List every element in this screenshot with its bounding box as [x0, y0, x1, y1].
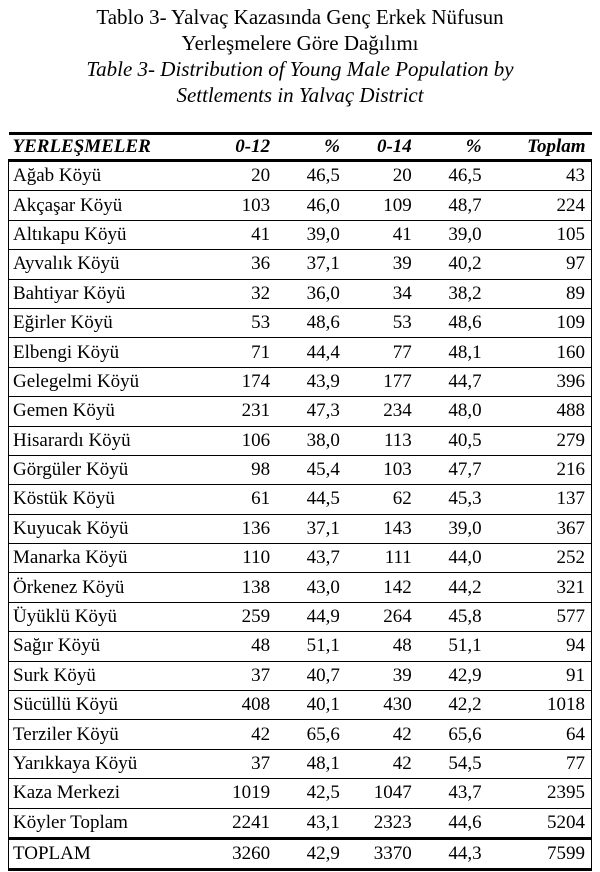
settlement-name: Bahtiyar Köyü: [9, 279, 215, 308]
total-count: 160: [488, 338, 592, 367]
percent-0-14: 54,5: [418, 749, 488, 778]
table-row: [9, 691, 592, 720]
count-0-12: 37: [214, 749, 276, 778]
header-age-0-14: 0-14: [346, 134, 418, 161]
percent-0-14: 38,2: [418, 279, 488, 308]
table-row: [9, 602, 592, 631]
count-0-14: 62: [346, 485, 418, 514]
count-0-12: 1019: [214, 779, 276, 808]
settlement-name: Ağab Köyü: [9, 161, 215, 191]
count-0-12: 61: [214, 485, 276, 514]
settlement-name: Manarka Köyü: [9, 544, 215, 573]
table-caption: [0, 0, 600, 108]
percent-0-12: 37,1: [276, 514, 346, 543]
total-count: 43: [488, 161, 592, 191]
count-0-12: 32: [214, 279, 276, 308]
percent-0-12: 51,1: [276, 632, 346, 661]
total-count-0-12: 3260: [214, 838, 276, 869]
table-row: [9, 426, 592, 455]
total-percent-0-14: 44,3: [418, 838, 488, 869]
count-0-12: 37: [214, 661, 276, 690]
percent-0-14: 43,7: [418, 779, 488, 808]
percent-0-12: 43,0: [276, 573, 346, 602]
count-0-12: 20: [214, 161, 276, 191]
percent-0-14: 48,7: [418, 191, 488, 220]
table-row: [9, 573, 592, 602]
count-0-14: 42: [346, 749, 418, 778]
count-0-14: 103: [346, 455, 418, 484]
header-percent-0-14: %: [418, 134, 488, 161]
percent-0-12: 44,4: [276, 338, 346, 367]
count-0-12: 2241: [214, 808, 276, 838]
total-count: 224: [488, 191, 592, 220]
total-count: 321: [488, 573, 592, 602]
percent-0-12: 38,0: [276, 426, 346, 455]
percent-0-14: 45,8: [418, 602, 488, 631]
table-row: [9, 220, 592, 249]
table-row: [9, 485, 592, 514]
count-0-14: 53: [346, 308, 418, 337]
percent-0-14: 65,6: [418, 720, 488, 749]
percent-0-12: 43,1: [276, 808, 346, 838]
percent-0-12: 45,4: [276, 455, 346, 484]
percent-0-12: 36,0: [276, 279, 346, 308]
settlement-name: Üyüklü Köyü: [9, 602, 215, 631]
settlement-name: Elbengi Köyü: [9, 338, 215, 367]
percent-0-14: 48,0: [418, 397, 488, 426]
count-0-14: 430: [346, 691, 418, 720]
settlement-name: Altıkapu Köyü: [9, 220, 215, 249]
total-count: 97: [488, 250, 592, 279]
percent-0-14: 48,6: [418, 308, 488, 337]
table-row: [9, 544, 592, 573]
total-count: 2395: [488, 779, 592, 808]
settlement-population-table: [8, 132, 592, 871]
settlement-name: Eğirler Köyü: [9, 308, 215, 337]
count-0-14: 177: [346, 367, 418, 396]
percent-0-12: 40,7: [276, 661, 346, 690]
table-row: [9, 250, 592, 279]
count-0-12: 138: [214, 573, 276, 602]
total-count: 64: [488, 720, 592, 749]
table-row: [9, 367, 592, 396]
settlement-name: Sağır Köyü: [9, 632, 215, 661]
percent-0-14: 47,7: [418, 455, 488, 484]
percent-0-14: 40,2: [418, 250, 488, 279]
title-english-line-2: Settlements in Yalvaç District: [176, 83, 424, 107]
count-0-14: 109: [346, 191, 418, 220]
title-english-line-1: Table 3- Distribution of Young Male Population by: [86, 57, 514, 81]
total-count: 1018: [488, 691, 592, 720]
percent-0-12: 47,3: [276, 397, 346, 426]
percent-0-12: 44,5: [276, 485, 346, 514]
settlement-name: Ayvalık Köyü: [9, 250, 215, 279]
table-total-row: [9, 838, 592, 869]
count-0-14: 142: [346, 573, 418, 602]
settlement-name: Hisarardı Köyü: [9, 426, 215, 455]
count-0-14: 42: [346, 720, 418, 749]
total-settlement-name: TOPLAM: [9, 838, 215, 869]
percent-0-14: 46,5: [418, 161, 488, 191]
total-count: 577: [488, 602, 592, 631]
percent-0-12: 43,9: [276, 367, 346, 396]
percent-0-12: 48,6: [276, 308, 346, 337]
header-total: Toplam: [488, 134, 592, 161]
settlement-name: Terziler Köyü: [9, 720, 215, 749]
header-age-0-12: 0-12: [214, 134, 276, 161]
percent-0-14: 44,2: [418, 573, 488, 602]
settlement-name: Görgüler Köyü: [9, 455, 215, 484]
count-0-14: 2323: [346, 808, 418, 838]
percent-0-12: 40,1: [276, 691, 346, 720]
total-count: 109: [488, 308, 592, 337]
count-0-12: 136: [214, 514, 276, 543]
count-0-12: 98: [214, 455, 276, 484]
total-count: 396: [488, 367, 592, 396]
total-count: 105: [488, 220, 592, 249]
count-0-14: 77: [346, 338, 418, 367]
count-0-14: 41: [346, 220, 418, 249]
settlement-name: Kuyucak Köyü: [9, 514, 215, 543]
table-row: [9, 161, 592, 191]
count-0-12: 231: [214, 397, 276, 426]
header-percent-0-12: %: [276, 134, 346, 161]
table-row: [9, 397, 592, 426]
table-row: [9, 191, 592, 220]
percent-0-14: 51,1: [418, 632, 488, 661]
table-row: [9, 514, 592, 543]
percent-0-14: 39,0: [418, 220, 488, 249]
settlement-name: Surk Köyü: [9, 661, 215, 690]
count-0-12: 36: [214, 250, 276, 279]
count-0-12: 174: [214, 367, 276, 396]
percent-0-14: 45,3: [418, 485, 488, 514]
table-header-row: [9, 134, 592, 161]
title-turkish-line-2: Yerleşmelere Göre Dağılımı: [181, 31, 419, 55]
count-0-12: 42: [214, 720, 276, 749]
count-0-12: 41: [214, 220, 276, 249]
total-count: 89: [488, 279, 592, 308]
count-0-12: 71: [214, 338, 276, 367]
table-row: [9, 720, 592, 749]
title-turkish-line-1: Tablo 3- Yalvaç Kazasında Genç Erkek Nüfusun: [96, 5, 504, 29]
total-count: 488: [488, 397, 592, 426]
total-count: 367: [488, 514, 592, 543]
total-count: 252: [488, 544, 592, 573]
total-count: 279: [488, 426, 592, 455]
settlement-name: Köstük Köyü: [9, 485, 215, 514]
percent-0-14: 42,9: [418, 661, 488, 690]
settlement-name: Akçaşar Köyü: [9, 191, 215, 220]
count-0-12: 103: [214, 191, 276, 220]
percent-0-12: 48,1: [276, 749, 346, 778]
percent-0-12: 42,5: [276, 779, 346, 808]
table-row: [9, 308, 592, 337]
total-count: 137: [488, 485, 592, 514]
settlement-name: Gemen Köyü: [9, 397, 215, 426]
total-count: 94: [488, 632, 592, 661]
percent-0-12: 44,9: [276, 602, 346, 631]
count-0-14: 234: [346, 397, 418, 426]
total-count: 5204: [488, 808, 592, 838]
count-0-14: 113: [346, 426, 418, 455]
table-row: [9, 338, 592, 367]
count-0-14: 1047: [346, 779, 418, 808]
table-row: [9, 279, 592, 308]
table-row: [9, 779, 592, 808]
percent-0-12: 46,0: [276, 191, 346, 220]
settlement-name: Köyler Toplam: [9, 808, 215, 838]
count-0-14: 20: [346, 161, 418, 191]
settlement-name: Kaza Merkezi: [9, 779, 215, 808]
percent-0-14: 44,0: [418, 544, 488, 573]
total-count: 91: [488, 661, 592, 690]
percent-0-12: 65,6: [276, 720, 346, 749]
table-row: [9, 749, 592, 778]
count-0-14: 39: [346, 661, 418, 690]
count-0-14: 48: [346, 632, 418, 661]
count-0-12: 48: [214, 632, 276, 661]
settlement-name: Yarıkkaya Köyü: [9, 749, 215, 778]
count-0-14: 111: [346, 544, 418, 573]
settlement-name: Örkenez Köyü: [9, 573, 215, 602]
count-0-12: 408: [214, 691, 276, 720]
table-row: [9, 455, 592, 484]
percent-0-14: 39,0: [418, 514, 488, 543]
count-0-14: 34: [346, 279, 418, 308]
count-0-12: 53: [214, 308, 276, 337]
table-row: [9, 808, 592, 838]
percent-0-14: 42,2: [418, 691, 488, 720]
percent-0-14: 48,1: [418, 338, 488, 367]
count-0-14: 143: [346, 514, 418, 543]
percent-0-14: 44,7: [418, 367, 488, 396]
total-total-count: 7599: [488, 838, 592, 869]
percent-0-12: 43,7: [276, 544, 346, 573]
total-count-0-14: 3370: [346, 838, 418, 869]
percent-0-12: 37,1: [276, 250, 346, 279]
count-0-12: 259: [214, 602, 276, 631]
total-percent-0-12: 42,9: [276, 838, 346, 869]
count-0-12: 106: [214, 426, 276, 455]
count-0-12: 110: [214, 544, 276, 573]
header-settlements: YERLEŞMELER: [9, 134, 215, 161]
count-0-14: 264: [346, 602, 418, 631]
percent-0-12: 46,5: [276, 161, 346, 191]
settlement-name: Sücüllü Köyü: [9, 691, 215, 720]
total-count: 216: [488, 455, 592, 484]
settlement-name: Gelegelmi Köyü: [9, 367, 215, 396]
table-row: [9, 632, 592, 661]
table-row: [9, 661, 592, 690]
percent-0-14: 40,5: [418, 426, 488, 455]
percent-0-14: 44,6: [418, 808, 488, 838]
count-0-14: 39: [346, 250, 418, 279]
total-count: 77: [488, 749, 592, 778]
percent-0-12: 39,0: [276, 220, 346, 249]
